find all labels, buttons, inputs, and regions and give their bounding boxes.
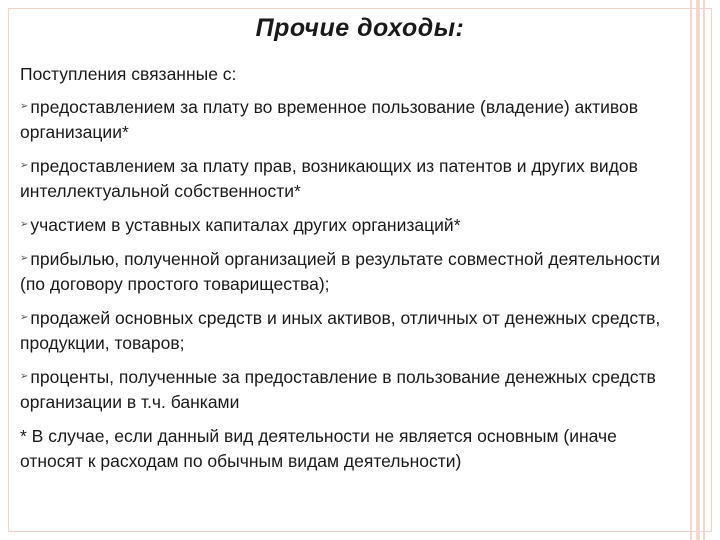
- list-item-text: проценты, полученные за предоставление в пользование денежных средств организации в т.ч. банками: [20, 367, 656, 412]
- list-item: [20, 306, 680, 356]
- bullet-arrow-icon: ➢: [20, 253, 29, 264]
- list-item-text: прибылью, полученной организацией в результате совместной деятельности (по договору простого товарищества);: [20, 249, 661, 294]
- bullet-arrow-icon: ➢: [20, 101, 29, 112]
- bullet-arrow-icon: ➢: [20, 219, 29, 230]
- slide-content: [20, 62, 680, 474]
- list-item-text: участием в уставных капиталах других организаций*: [30, 215, 461, 235]
- list-item-text: продажей основных средств и иных активов, отличных от денежных средств, продукции, товаров;: [20, 308, 661, 353]
- intro-text: Поступления связанные с:: [20, 64, 237, 84]
- list-item: [20, 365, 680, 415]
- list-item: [20, 247, 680, 297]
- list-item: [20, 154, 680, 204]
- bullet-arrow-icon: ➢: [20, 312, 29, 323]
- decorative-stripe: [703, 0, 705, 540]
- list-item: [20, 213, 680, 238]
- list-item-text: предоставлением за плату во временное пользование (владение) активов организации*: [20, 97, 639, 142]
- bullet-arrow-icon: ➢: [20, 160, 29, 171]
- slide-title: Прочие доходы:: [255, 14, 465, 42]
- decorative-stripe: [696, 0, 700, 540]
- footnote: * В случае, если данный вид деятельности не является основным (иначе относят к расходам по обычным видам деятельности): [20, 426, 617, 471]
- list-item: [20, 95, 680, 145]
- decorative-stripe: [690, 0, 692, 540]
- bullet-arrow-icon: ➢: [20, 371, 29, 382]
- list-item-text: предоставлением за плату прав, возникающих из патентов и других видов интеллектуальной собственности*: [20, 156, 638, 201]
- decorative-stripes: [690, 0, 706, 540]
